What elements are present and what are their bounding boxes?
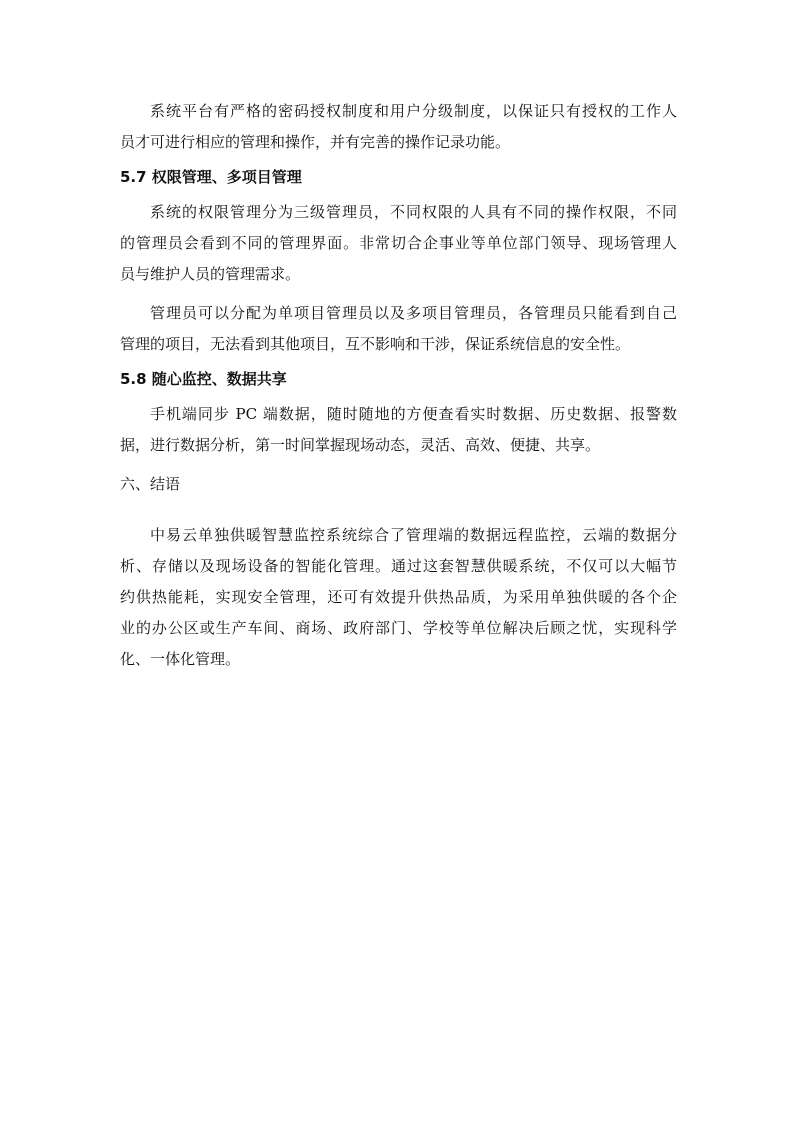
section-5-7-paragraph-2 bbox=[120, 298, 677, 360]
paragraph-line: 业的办公区或生产车间、商场、政府部门、学校等单位解决后顾之忧，实现科学 bbox=[120, 619, 677, 637]
paragraph-line: 约供热能耗，实现安全管理，还可有效提升供热品质，为采用单独供暖的各个企 bbox=[120, 588, 677, 606]
paragraph-line: 的管理员会看到不同的管理界面。非常切合企事业等单位部门领导、现场管理人 bbox=[120, 234, 677, 252]
section-6-paragraph-1 bbox=[120, 520, 677, 675]
paragraph-line: 手机端同步 PC 端数据，随时随地的方便查看实时数据、历史数据、报警数 bbox=[150, 405, 677, 423]
section-5-8-paragraph-1 bbox=[120, 399, 677, 461]
paragraph-line: 系统平台有严格的密码授权制度和用户分级制度，以保证只有授权的工作人 bbox=[150, 102, 677, 120]
section-heading-5-8: 5.8 随心监控、数据共享 bbox=[120, 370, 287, 388]
section-5-7-paragraph-1 bbox=[120, 197, 677, 290]
section-heading-6: 六、结语 bbox=[120, 475, 181, 493]
document-body bbox=[120, 96, 677, 675]
paragraph-line: 员与维护人员的管理需求。 bbox=[120, 265, 301, 283]
paragraph-line: 管理员可以分配为单项目管理员以及多项目管理员，各管理员只能看到自己 bbox=[150, 304, 677, 322]
paragraph-line: 中易云单独供暖智慧监控系统综合了管理端的数据远程监控，云端的数据分 bbox=[150, 526, 677, 544]
paragraph-line: 据，进行数据分析，第一时间掌握现场动态，灵活、高效、便捷、共享。 bbox=[120, 436, 601, 454]
intro-paragraph bbox=[120, 96, 677, 158]
section-heading-5-7: 5.7 权限管理、多项目管理 bbox=[120, 168, 302, 186]
paragraph-line: 系统的权限管理分为三级管理员，不同权限的人具有不同的操作权限，不同 bbox=[150, 203, 677, 221]
paragraph-line: 员才可进行相应的管理和操作，并有完善的操作记录功能。 bbox=[120, 133, 511, 151]
paragraph-line: 化、一体化管理。 bbox=[120, 650, 241, 668]
paragraph-line: 析、存储以及现场设备的智能化管理。通过这套智慧供暖系统，不仅可以大幅节 bbox=[120, 557, 677, 575]
paragraph-line: 管理的项目，无法看到其他项目，互不影响和干涉，保证系统信息的安全性。 bbox=[120, 335, 631, 353]
